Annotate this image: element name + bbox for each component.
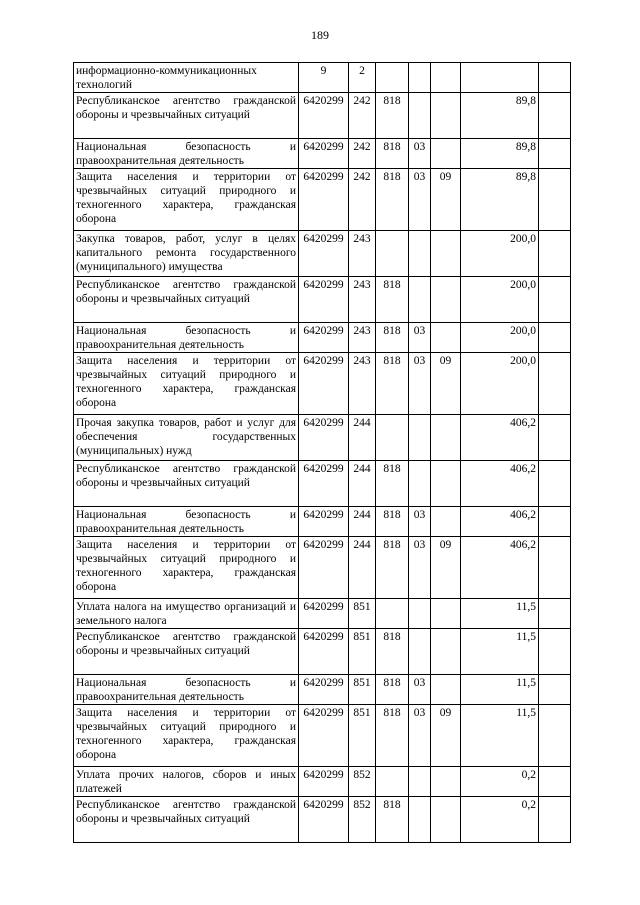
row-pr-cell: [431, 507, 461, 537]
row-sum-cell: 0,2: [461, 797, 539, 843]
row-gr-cell: [376, 63, 409, 93]
row-name-cell: Закупка товаров, работ, услуг в целях капитального ремонта государственного (муниципального) имущества: [74, 231, 299, 277]
row-gr-cell: 818: [376, 461, 409, 507]
row-csr-cell: 6420299: [299, 415, 349, 461]
row-extra-cell: [539, 139, 571, 169]
row-csr-cell: 6420299: [299, 537, 349, 599]
row-extra-cell: [539, 461, 571, 507]
row-sum-cell: 200,0: [461, 277, 539, 323]
row-pr-cell: [431, 629, 461, 675]
row-rz-cell: [409, 461, 431, 507]
row-vr-cell: 851: [349, 629, 376, 675]
row-extra-cell: [539, 353, 571, 415]
row-sum-cell: 406,2: [461, 415, 539, 461]
row-gr-cell: 818: [376, 537, 409, 599]
row-sum-cell: 200,0: [461, 353, 539, 415]
row-name-cell: Республиканское агентство гражданской обороны и чрезвычайных ситуаций: [74, 629, 299, 675]
row-sum-cell: 11,5: [461, 629, 539, 675]
table-row: [74, 797, 571, 843]
row-extra-cell: [539, 507, 571, 537]
row-csr-cell: 6420299: [299, 353, 349, 415]
row-extra-cell: [539, 277, 571, 323]
table-row: [74, 139, 571, 169]
row-gr-cell: [376, 599, 409, 629]
row-rz-cell: 03: [409, 705, 431, 767]
row-sum-cell: 406,2: [461, 537, 539, 599]
row-sum-cell: 200,0: [461, 323, 539, 353]
row-gr-cell: 818: [376, 675, 409, 705]
row-csr-cell: 6420299: [299, 169, 349, 231]
row-gr-cell: 818: [376, 797, 409, 843]
row-pr-cell: [431, 277, 461, 323]
row-name-cell: Национальная безопасность и правоохранительная деятельность: [74, 507, 299, 537]
row-name-cell: Защита населения и территории от чрезвычайных ситуаций природного и техногенного характера, гражданская оборона: [74, 353, 299, 415]
row-name-cell: Национальная безопасность и правоохранительная деятельность: [74, 675, 299, 705]
row-vr-cell: 851: [349, 675, 376, 705]
row-vr-cell: 2: [349, 63, 376, 93]
row-extra-cell: [539, 63, 571, 93]
row-name-cell: Национальная безопасность и правоохранительная деятельность: [74, 323, 299, 353]
row-pr-cell: 09: [431, 705, 461, 767]
row-rz-cell: [409, 63, 431, 93]
row-name-cell: Уплата прочих налогов, сборов и иных платежей: [74, 767, 299, 797]
row-extra-cell: [539, 629, 571, 675]
row-extra-cell: [539, 705, 571, 767]
row-extra-cell: [539, 323, 571, 353]
row-gr-cell: 818: [376, 139, 409, 169]
table-row: [74, 675, 571, 705]
row-pr-cell: [431, 767, 461, 797]
row-csr-cell: 6420299: [299, 705, 349, 767]
row-name-cell: Уплата налога на имущество организаций и земельного налога: [74, 599, 299, 629]
row-gr-cell: 818: [376, 93, 409, 139]
table-row: [74, 277, 571, 323]
row-rz-cell: 03: [409, 353, 431, 415]
row-extra-cell: [539, 537, 571, 599]
row-vr-cell: 852: [349, 767, 376, 797]
row-vr-cell: 244: [349, 415, 376, 461]
row-extra-cell: [539, 415, 571, 461]
row-sum-cell: 11,5: [461, 675, 539, 705]
row-gr-cell: 818: [376, 323, 409, 353]
row-rz-cell: [409, 629, 431, 675]
row-name-cell: Республиканское агентство гражданской обороны и чрезвычайных ситуаций: [74, 461, 299, 507]
table-row: [74, 705, 571, 767]
table-row: [74, 231, 571, 277]
row-csr-cell: 6420299: [299, 323, 349, 353]
row-vr-cell: 243: [349, 231, 376, 277]
row-name-cell: Национальная безопасность и правоохранительная деятельность: [74, 139, 299, 169]
row-vr-cell: 851: [349, 599, 376, 629]
row-extra-cell: [539, 169, 571, 231]
row-gr-cell: 818: [376, 507, 409, 537]
row-csr-cell: 6420299: [299, 139, 349, 169]
row-pr-cell: 09: [431, 353, 461, 415]
row-vr-cell: 244: [349, 507, 376, 537]
row-name-cell: Республиканское агентство гражданской обороны и чрезвычайных ситуаций: [74, 797, 299, 843]
row-vr-cell: 852: [349, 797, 376, 843]
table-row: [74, 537, 571, 599]
row-rz-cell: 03: [409, 537, 431, 599]
row-gr-cell: 818: [376, 169, 409, 231]
row-sum-cell: 89,8: [461, 93, 539, 139]
row-csr-cell: 6420299: [299, 675, 349, 705]
row-sum-cell: 89,8: [461, 139, 539, 169]
row-extra-cell: [539, 675, 571, 705]
row-gr-cell: 818: [376, 277, 409, 323]
table-row: [74, 767, 571, 797]
row-csr-cell: 6420299: [299, 231, 349, 277]
row-sum-cell: 200,0: [461, 231, 539, 277]
row-name-cell: Прочая закупка товаров, работ и услуг для обеспечения государственных (муниципальных) нужд: [74, 415, 299, 461]
page-number: 189: [311, 28, 329, 42]
row-pr-cell: [431, 415, 461, 461]
row-sum-cell: 89,8: [461, 169, 539, 231]
row-gr-cell: 818: [376, 353, 409, 415]
row-vr-cell: 242: [349, 139, 376, 169]
table-row: [74, 353, 571, 415]
row-rz-cell: [409, 415, 431, 461]
table-row: [74, 93, 571, 139]
row-vr-cell: 244: [349, 461, 376, 507]
row-pr-cell: [431, 461, 461, 507]
row-pr-cell: [431, 323, 461, 353]
row-pr-cell: [431, 797, 461, 843]
table-row: [74, 461, 571, 507]
row-rz-cell: [409, 231, 431, 277]
row-vr-cell: 851: [349, 705, 376, 767]
row-rz-cell: 03: [409, 507, 431, 537]
row-extra-cell: [539, 93, 571, 139]
table-row: [74, 507, 571, 537]
row-pr-cell: 09: [431, 537, 461, 599]
row-extra-cell: [539, 599, 571, 629]
row-pr-cell: [431, 599, 461, 629]
row-vr-cell: 244: [349, 537, 376, 599]
row-vr-cell: 242: [349, 169, 376, 231]
row-rz-cell: 03: [409, 139, 431, 169]
row-name-cell: Защита населения и территории от чрезвычайных ситуаций природного и техногенного характера, гражданская оборона: [74, 705, 299, 767]
row-rz-cell: [409, 797, 431, 843]
row-csr-cell: 6420299: [299, 629, 349, 675]
row-gr-cell: 818: [376, 629, 409, 675]
row-vr-cell: 243: [349, 323, 376, 353]
row-csr-cell: 9: [299, 63, 349, 93]
row-rz-cell: [409, 599, 431, 629]
row-csr-cell: 6420299: [299, 461, 349, 507]
row-vr-cell: 243: [349, 353, 376, 415]
row-rz-cell: 03: [409, 675, 431, 705]
row-name-cell: информационно-коммуникационных технологий: [74, 63, 299, 93]
row-sum-cell: [461, 63, 539, 93]
row-rz-cell: [409, 93, 431, 139]
row-gr-cell: 818: [376, 705, 409, 767]
row-csr-cell: 6420299: [299, 797, 349, 843]
row-gr-cell: [376, 415, 409, 461]
row-sum-cell: 0,2: [461, 767, 539, 797]
row-extra-cell: [539, 797, 571, 843]
table-body: [74, 63, 571, 843]
row-rz-cell: 03: [409, 323, 431, 353]
row-pr-cell: 09: [431, 169, 461, 231]
row-csr-cell: 6420299: [299, 767, 349, 797]
row-sum-cell: 11,5: [461, 599, 539, 629]
row-csr-cell: 6420299: [299, 93, 349, 139]
row-vr-cell: 242: [349, 93, 376, 139]
row-rz-cell: [409, 767, 431, 797]
budget-table: [73, 62, 571, 843]
row-gr-cell: [376, 231, 409, 277]
table-row: [74, 599, 571, 629]
row-pr-cell: [431, 63, 461, 93]
table-row: [74, 323, 571, 353]
row-pr-cell: [431, 675, 461, 705]
row-pr-cell: [431, 93, 461, 139]
row-name-cell: Республиканское агентство гражданской обороны и чрезвычайных ситуаций: [74, 277, 299, 323]
row-vr-cell: 243: [349, 277, 376, 323]
row-gr-cell: [376, 767, 409, 797]
table-row: [74, 629, 571, 675]
row-rz-cell: [409, 277, 431, 323]
table-row: [74, 63, 571, 93]
row-extra-cell: [539, 231, 571, 277]
row-name-cell: Республиканское агентство гражданской обороны и чрезвычайных ситуаций: [74, 93, 299, 139]
row-csr-cell: 6420299: [299, 599, 349, 629]
row-name-cell: Защита населения и территории от чрезвычайных ситуаций природного и техногенного характера, гражданская оборона: [74, 169, 299, 231]
row-sum-cell: 406,2: [461, 507, 539, 537]
table-row: [74, 415, 571, 461]
row-extra-cell: [539, 767, 571, 797]
row-csr-cell: 6420299: [299, 277, 349, 323]
table-row: [74, 169, 571, 231]
row-pr-cell: [431, 231, 461, 277]
row-csr-cell: 6420299: [299, 507, 349, 537]
row-rz-cell: 03: [409, 169, 431, 231]
row-name-cell: Защита населения и территории от чрезвычайных ситуаций природного и техногенного характера, гражданская оборона: [74, 537, 299, 599]
row-sum-cell: 11,5: [461, 705, 539, 767]
row-pr-cell: [431, 139, 461, 169]
row-sum-cell: 406,2: [461, 461, 539, 507]
